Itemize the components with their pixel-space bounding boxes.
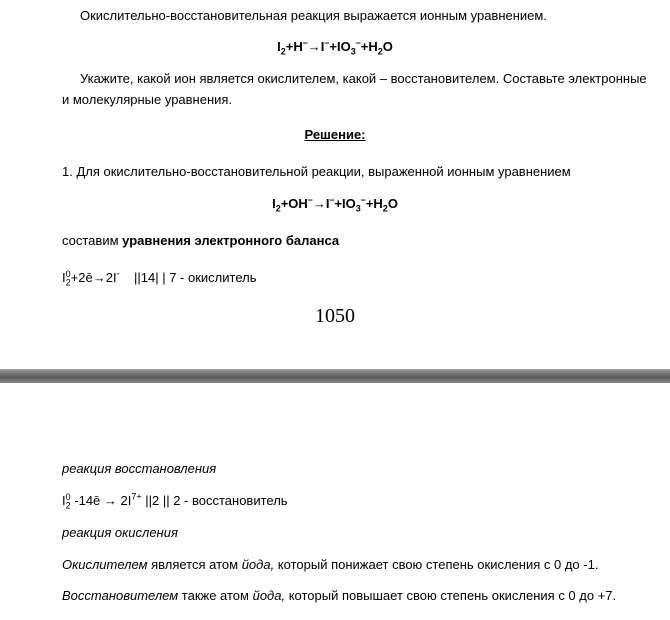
task-line-1: Укажите, какой ион является окислителем, какой – восстановителем. Составьте электронные: [80, 71, 647, 86]
reducer-sentence: Восстановителем также атом йода, который повышает свою степень окисления с 0 до +7.: [62, 588, 617, 603]
step-1-text: 1. Для окислительно-восстановительной реакции, выраженной ионным уравнением: [62, 164, 571, 179]
ionic-equation-2: $I_2+OH^-\to I^-+IO_3^-+H_2O$: [272, 194, 398, 214]
half-reaction-oxidation: $I_2^0$ -14ē → $2I^{7+}$ ||2 || 2 - восстановитель: [62, 491, 288, 511]
intro-text: Окислительно-восстановительная реакция выражается ионным уравнением.: [80, 8, 547, 23]
balance-heading: составим уравнения электронного баланса: [62, 233, 340, 248]
ionic-equation-1: $I_2+H^-\to I^-+IO_3^-+H_2O$: [277, 37, 393, 57]
oxidizer-sentence: Окислителем является атом йода, который понижает свою степень окисления с 0 до -1.: [62, 557, 599, 572]
page-number: 1050: [315, 305, 355, 327]
page-separator: [0, 369, 670, 383]
oxidation-label: реакция окисления: [62, 525, 178, 540]
task-line-2: и молекулярные уравнения.: [62, 92, 233, 107]
half-reaction-reduction: $I_2^0+2ē\to 2I^-$ ||14| | 7 - окислитель: [62, 268, 257, 288]
reduction-label: реакция восстановления: [62, 461, 217, 476]
solution-title: Решение:: [304, 127, 366, 142]
